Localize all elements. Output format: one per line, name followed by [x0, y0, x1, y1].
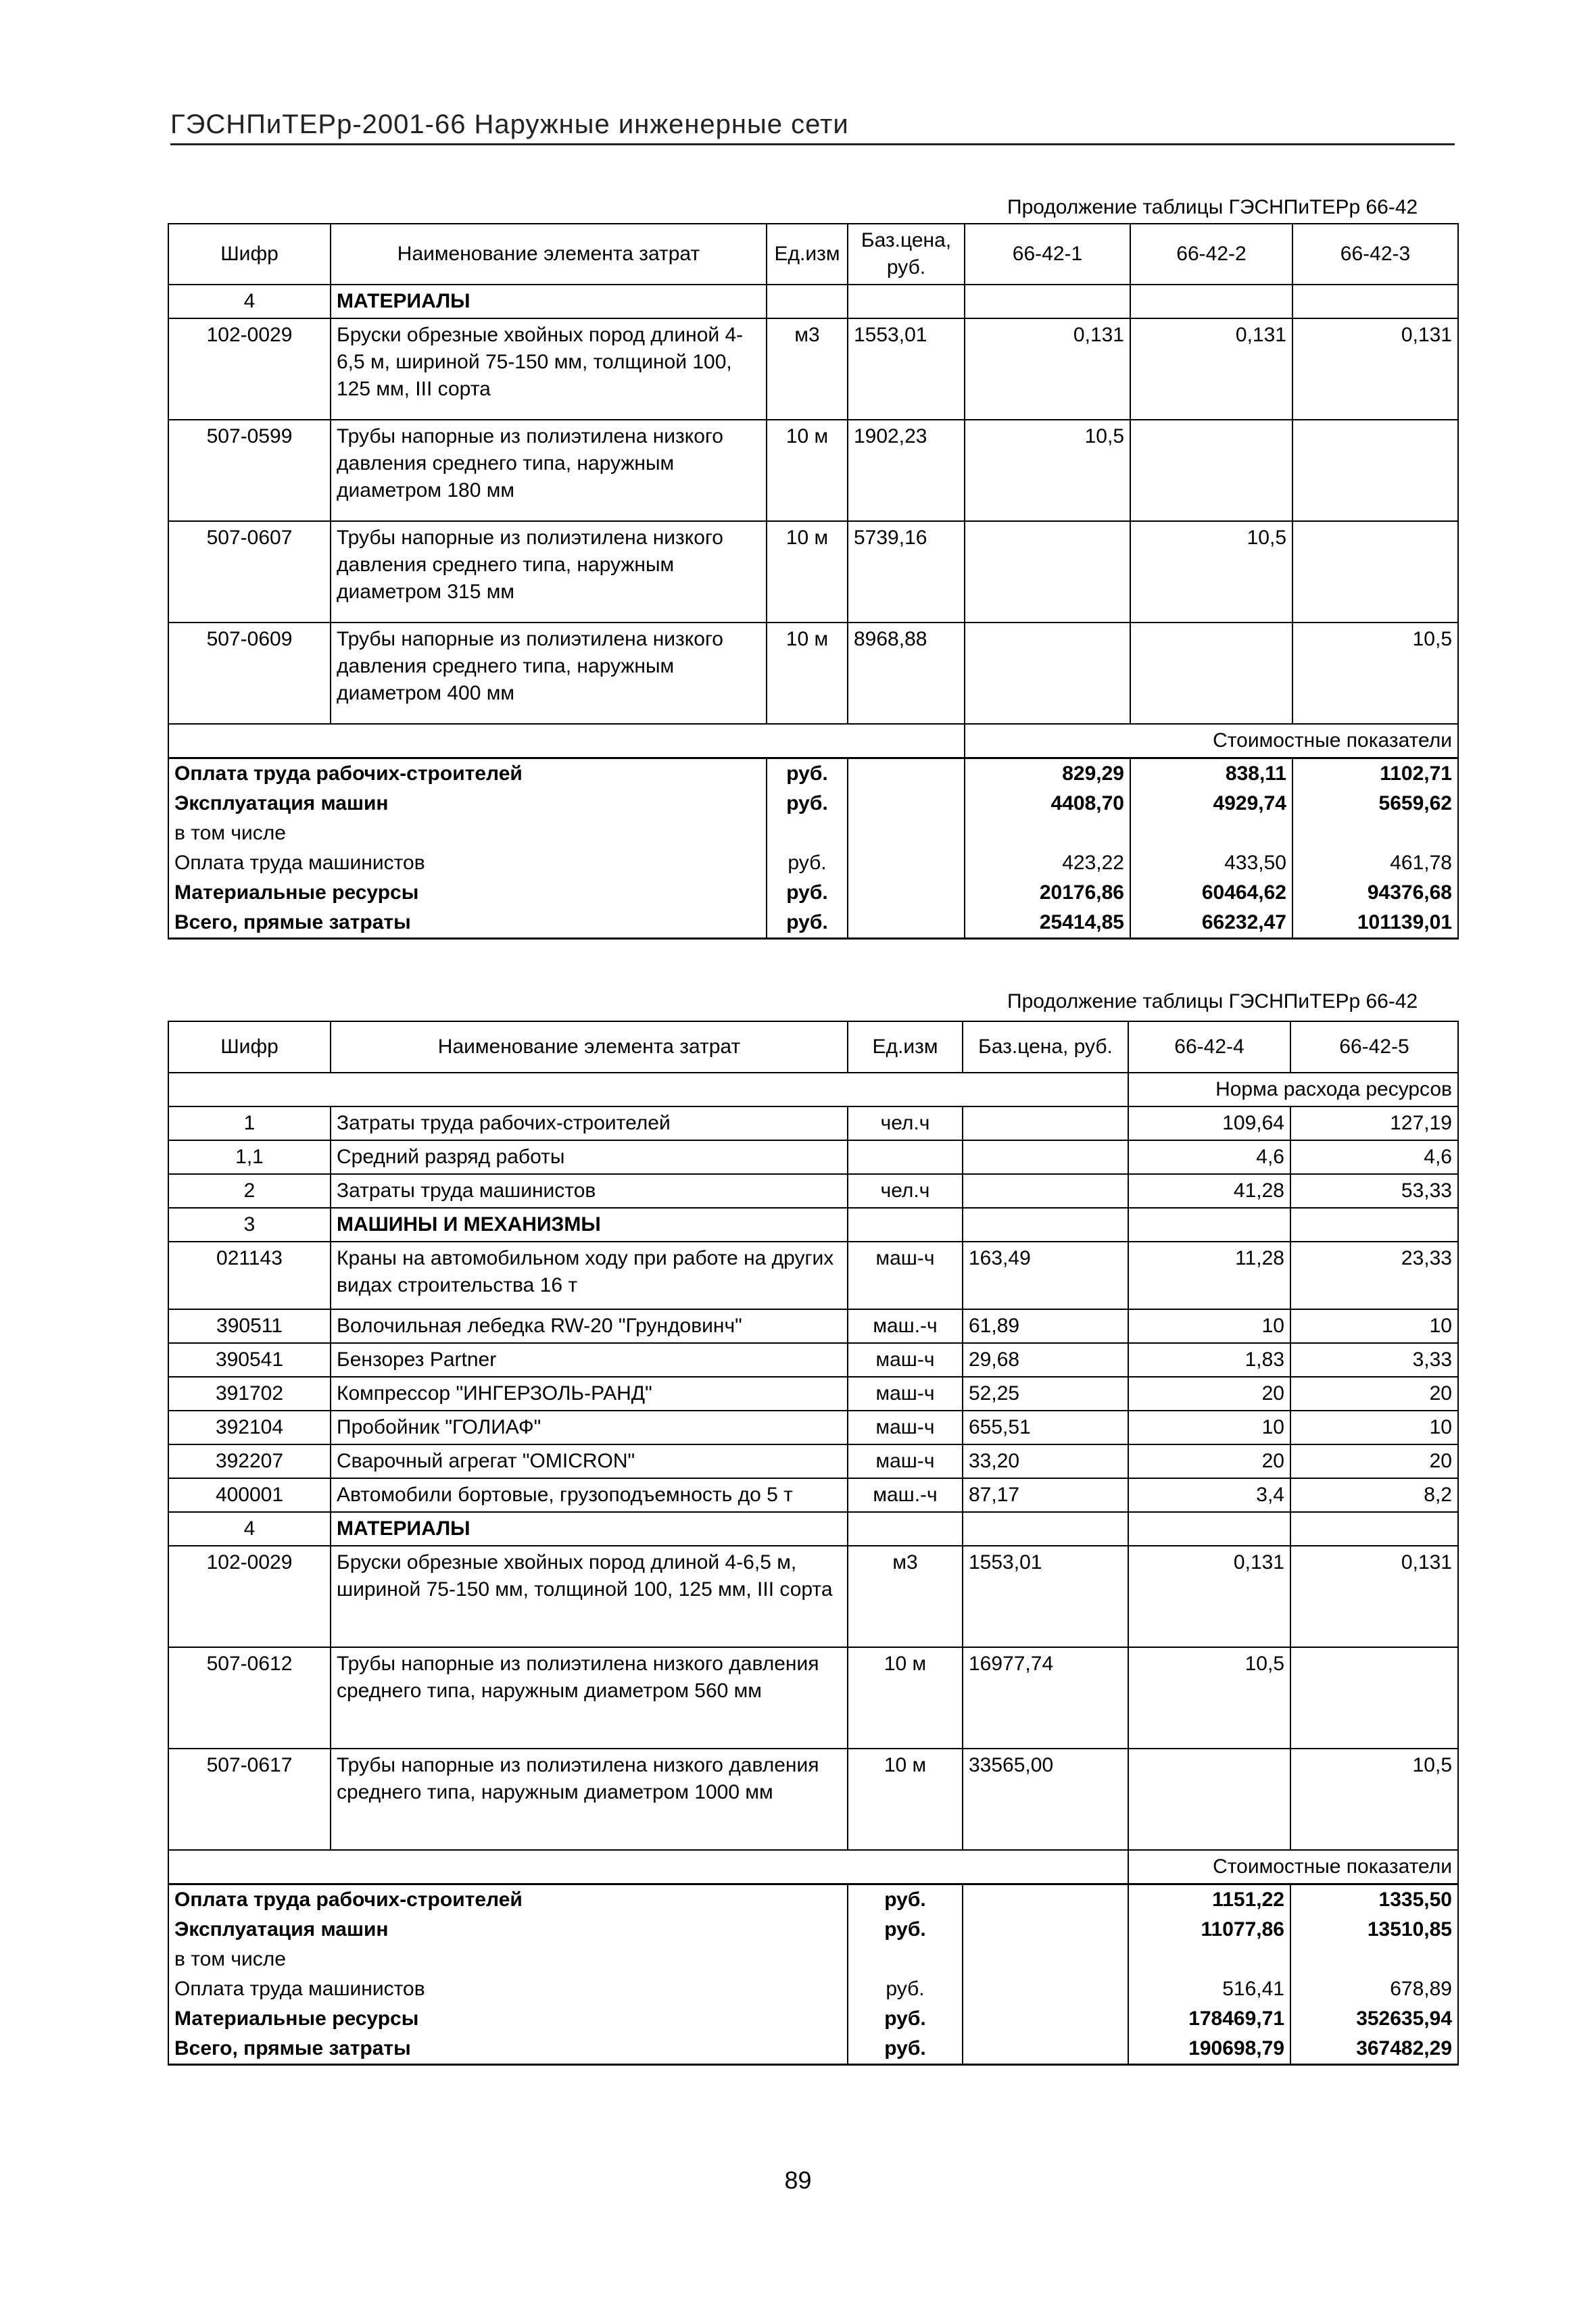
header-code: Шифр: [168, 1021, 331, 1073]
stat-value: [1292, 819, 1458, 848]
header-unit: Ед.изм: [848, 1021, 963, 1073]
stat-value: [1290, 1945, 1458, 1974]
norm-value: 10,5: [1292, 623, 1458, 724]
stat-row: [168, 848, 1458, 878]
norm-value: 1,83: [1128, 1343, 1290, 1377]
stat-value: [1130, 819, 1292, 848]
stat-value: 94376,68: [1292, 878, 1458, 908]
stat-price-empty: [848, 908, 965, 939]
resource-code: 390541: [168, 1343, 331, 1377]
stat-value: 13510,85: [1290, 1915, 1458, 1945]
stat-unit: руб.: [767, 758, 848, 789]
resource-name: Затраты труда рабочих-строителей: [331, 1106, 848, 1140]
section-row: [168, 1512, 1458, 1546]
resource-name: Бруски обрезные хвойных пород длиной 4-6,5 м, шириной 75-150 мм, толщиной 100, 125 мм, III сорта: [331, 318, 767, 420]
base-price: [963, 1140, 1128, 1174]
stat-row-label: Оплата труда рабочих-строителей: [168, 1884, 848, 1916]
table2-body: [168, 1073, 1458, 2065]
norm-value: 11,28: [1128, 1242, 1290, 1309]
unit: маш-ч: [848, 1444, 963, 1478]
stat-row: [168, 1915, 1458, 1945]
unit: [848, 1512, 963, 1546]
stat-price-empty: [963, 2034, 1128, 2065]
stat-row: [168, 758, 1458, 789]
resource-code: 391702: [168, 1377, 331, 1411]
norm-value: 10,5: [1130, 521, 1292, 623]
table-row: [168, 521, 1458, 623]
resource-name: Бруски обрезные хвойных пород длиной 4-6,5 м, шириной 75-150 мм, толщиной 100, 125 мм, III сорта: [331, 1546, 848, 1647]
unit: чел.ч: [848, 1174, 963, 1208]
section-row: [168, 285, 1458, 318]
stat-unit: руб.: [848, 2004, 963, 2034]
norm-value: [965, 285, 1130, 318]
norm-value: 10,5: [1290, 1749, 1458, 1850]
resource-code: 507-0599: [168, 420, 331, 521]
base-price: 52,25: [963, 1377, 1128, 1411]
unit: маш-ч: [848, 1411, 963, 1444]
unit: маш-ч: [848, 1377, 963, 1411]
unit: [767, 285, 848, 318]
norm-value: [1290, 1208, 1458, 1242]
stat-row: [168, 1974, 1458, 2004]
stat-value: 66232,47: [1130, 908, 1292, 939]
resource-code: 3: [168, 1208, 331, 1242]
stat-value: 829,29: [965, 758, 1130, 789]
resource-name: Трубы напорные из полиэтилена низкого давления среднего типа, наружным диаметром 1000 мм: [331, 1749, 848, 1850]
base-price: 1553,01: [963, 1546, 1128, 1647]
stat-row-label: Оплата труда машинистов: [168, 1974, 848, 2004]
table1-caption: Продолжение таблицы ГЭСНПиТЕРр 66-42: [1007, 196, 1418, 218]
stat-unit: [767, 819, 848, 848]
stat-row-label: Всего, прямые затраты: [168, 2034, 848, 2065]
norm-value: 4,6: [1290, 1140, 1458, 1174]
base-price: 33565,00: [963, 1749, 1128, 1850]
resource-name: Бензорез Partner: [331, 1343, 848, 1377]
unit: чел.ч: [848, 1106, 963, 1140]
unit: [848, 1208, 963, 1242]
base-price: 8968,88: [848, 623, 965, 724]
base-price: [963, 1512, 1128, 1546]
page-header: ГЭСНПиТЕРр-2001-66 Наружные инженерные сети: [170, 109, 849, 139]
table-row: [168, 1478, 1458, 1512]
norm-value: [1290, 1647, 1458, 1749]
resource-code: 392207: [168, 1444, 331, 1478]
stat-header-row: [168, 1850, 1458, 1884]
table-row: [168, 1309, 1458, 1343]
stat-unit: руб.: [767, 789, 848, 819]
base-price: 5739,16: [848, 521, 965, 623]
table-row: [168, 420, 1458, 521]
header-col-66-42-5: 66-42-5: [1290, 1021, 1458, 1073]
header-code: Шифр: [168, 224, 331, 285]
stat-value: 4408,70: [965, 789, 1130, 819]
norm-value: 20: [1128, 1377, 1290, 1411]
stat-value: 11077,86: [1128, 1915, 1290, 1945]
resource-name: Трубы напорные из полиэтилена низкого давления среднего типа, наружным диаметром 560 мм: [331, 1647, 848, 1749]
base-price: 1553,01: [848, 318, 965, 420]
norm-value: 8,2: [1290, 1478, 1458, 1512]
table-row: [168, 1444, 1458, 1478]
norm-value: [1292, 285, 1458, 318]
norm-value: 20: [1290, 1377, 1458, 1411]
base-price: 29,68: [963, 1343, 1128, 1377]
stat-unit: руб.: [848, 1915, 963, 1945]
table-row: [168, 1343, 1458, 1377]
table-row: [168, 1546, 1458, 1647]
norm-header-row: [168, 1073, 1458, 1106]
resource-name: Краны на автомобильном ходу при работе на других видах строительства 16 т: [331, 1242, 848, 1309]
resource-code: 021143: [168, 1242, 331, 1309]
spacer-cell: [168, 724, 965, 758]
stat-row: [168, 2034, 1458, 2065]
table-row: [168, 1140, 1458, 1174]
stat-value: 516,41: [1128, 1974, 1290, 2004]
norm-value: [1130, 285, 1292, 318]
unit: маш.-ч: [848, 1478, 963, 1512]
stat-value: 190698,79: [1128, 2034, 1290, 2065]
norm-value: 3,33: [1290, 1343, 1458, 1377]
stat-value: 423,22: [965, 848, 1130, 878]
stat-price-empty: [848, 758, 965, 789]
table-row: [168, 1242, 1458, 1309]
norm-value: 53,33: [1290, 1174, 1458, 1208]
stat-value: 5659,62: [1292, 789, 1458, 819]
resource-code: 102-0029: [168, 318, 331, 420]
stat-value: [1128, 1945, 1290, 1974]
section-title: МАТЕРИАЛЫ: [331, 285, 767, 318]
resource-name: Трубы напорные из полиэтилена низкого давления среднего типа, наружным диаметром 400 мм: [331, 623, 767, 724]
base-price: 61,89: [963, 1309, 1128, 1343]
header-name: Наименование элемента затрат: [331, 1021, 848, 1073]
unit: 10 м: [848, 1749, 963, 1850]
resource-name: Пробойник "ГОЛИАФ": [331, 1411, 848, 1444]
norm-value: 10: [1290, 1411, 1458, 1444]
stat-row: [168, 1884, 1458, 1916]
norm-value: 41,28: [1128, 1174, 1290, 1208]
header-price: Баз.цена, руб.: [963, 1021, 1128, 1073]
unit: маш-ч: [848, 1242, 963, 1309]
header-name: Наименование элемента затрат: [331, 224, 767, 285]
resource-code: 1,1: [168, 1140, 331, 1174]
stat-row-label: Всего, прямые затраты: [168, 908, 767, 939]
table-row: [168, 1749, 1458, 1850]
resource-code: 390511: [168, 1309, 331, 1343]
header-col-66-42-1: 66-42-1: [965, 224, 1130, 285]
stat-value: 1102,71: [1292, 758, 1458, 789]
norm-value: 4,6: [1128, 1140, 1290, 1174]
stat-price-empty: [963, 1945, 1128, 1974]
resource-code: 102-0029: [168, 1546, 331, 1647]
header-col-66-42-2: 66-42-2: [1130, 224, 1292, 285]
resource-name: Трубы напорные из полиэтилена низкого давления среднего типа, наружным диаметром 315 мм: [331, 521, 767, 623]
stat-unit: [848, 1945, 963, 1974]
norm-value: 10,5: [1128, 1647, 1290, 1749]
stat-row-label: Оплата труда рабочих-строителей: [168, 758, 767, 789]
stat-row: [168, 789, 1458, 819]
norm-value: 0,131: [1128, 1546, 1290, 1647]
stat-unit: руб.: [767, 848, 848, 878]
spacer-cell: [168, 1850, 1128, 1884]
resource-code: 1: [168, 1106, 331, 1140]
stat-price-empty: [963, 1974, 1128, 2004]
stat-value: 1151,22: [1128, 1884, 1290, 1916]
unit: [848, 1140, 963, 1174]
stat-value: 4929,74: [1130, 789, 1292, 819]
table-row: [168, 1411, 1458, 1444]
resource-code: 507-0617: [168, 1749, 331, 1850]
resource-code: 392104: [168, 1411, 331, 1444]
section-title: МАШИНЫ И МЕХАНИЗМЫ: [331, 1208, 848, 1242]
norm-value: [1128, 1512, 1290, 1546]
base-price: 163,49: [963, 1242, 1128, 1309]
stat-value: 367482,29: [1290, 2034, 1458, 2065]
stat-row: [168, 1945, 1458, 1974]
base-price: [963, 1174, 1128, 1208]
base-price: 16977,74: [963, 1647, 1128, 1749]
stat-row-label: Материальные ресурсы: [168, 878, 767, 908]
resource-code: 507-0607: [168, 521, 331, 623]
cost-table-2: [168, 1021, 1459, 2066]
norm-value: [965, 623, 1130, 724]
stat-price-empty: [848, 878, 965, 908]
norm-value: 127,19: [1290, 1106, 1458, 1140]
norm-value: 0,131: [1130, 318, 1292, 420]
section-row: [168, 1208, 1458, 1242]
norm-value: 10,5: [965, 420, 1130, 521]
unit: 10 м: [767, 521, 848, 623]
resource-code: 507-0612: [168, 1647, 331, 1749]
base-price: 33,20: [963, 1444, 1128, 1478]
table-row: [168, 1106, 1458, 1140]
norm-value: [1130, 623, 1292, 724]
resource-name: Автомобили бортовые, грузоподъемность до 5 т: [331, 1478, 848, 1512]
stat-label: Стоимостные показатели: [1128, 1850, 1458, 1884]
header-col-66-42-4: 66-42-4: [1128, 1021, 1290, 1073]
norm-value: [1292, 420, 1458, 521]
header-rule: [170, 143, 1455, 145]
stat-unit: руб.: [848, 2034, 963, 2065]
page-number: 89: [784, 2166, 812, 2194]
stat-unit: руб.: [848, 1974, 963, 2004]
resource-name: Трубы напорные из полиэтилена низкого давления среднего типа, наружным диаметром 180 мм: [331, 420, 767, 521]
norm-value: [1290, 1512, 1458, 1546]
norm-value: 0,131: [1292, 318, 1458, 420]
resource-code: 4: [168, 285, 331, 318]
stat-row-label: Эксплуатация машин: [168, 1915, 848, 1945]
stat-unit: руб.: [848, 1884, 963, 1916]
base-price: 87,17: [963, 1478, 1128, 1512]
table-row: [168, 318, 1458, 420]
table2-caption: Продолжение таблицы ГЭСНПиТЕРр 66-42: [1007, 990, 1418, 1013]
resource-code: 507-0609: [168, 623, 331, 724]
norm-value: 20: [1290, 1444, 1458, 1478]
resource-name: Сварочный агрегат "OMICRON": [331, 1444, 848, 1478]
table-row: [168, 1377, 1458, 1411]
stat-value: [965, 819, 1130, 848]
resource-name: Затраты труда машинистов: [331, 1174, 848, 1208]
stat-row-label: в том числе: [168, 819, 767, 848]
stat-row: [168, 819, 1458, 848]
norm-value: 10: [1128, 1411, 1290, 1444]
norm-value: 0,131: [965, 318, 1130, 420]
norm-value: 109,64: [1128, 1106, 1290, 1140]
stat-value: 433,50: [1130, 848, 1292, 878]
unit: 10 м: [848, 1647, 963, 1749]
stat-row-label: Материальные ресурсы: [168, 2004, 848, 2034]
stat-price-empty: [963, 1915, 1128, 1945]
stat-header-row: [168, 724, 1458, 758]
norm-value: [1128, 1749, 1290, 1850]
stat-value: 178469,71: [1128, 2004, 1290, 2034]
stat-unit: руб.: [767, 878, 848, 908]
table1-body: [168, 285, 1458, 939]
table-row: [168, 1174, 1458, 1208]
norm-value: [1292, 521, 1458, 623]
norm-value: 10: [1128, 1309, 1290, 1343]
stat-value: 461,78: [1292, 848, 1458, 878]
stat-value: 60464,62: [1130, 878, 1292, 908]
stat-row-label: в том числе: [168, 1945, 848, 1974]
resource-name: Средний разряд работы: [331, 1140, 848, 1174]
stat-price-empty: [848, 789, 965, 819]
stat-value: 1335,50: [1290, 1884, 1458, 1916]
unit: маш.-ч: [848, 1309, 963, 1343]
unit: 10 м: [767, 420, 848, 521]
stat-row: [168, 2004, 1458, 2034]
norm-value: 0,131: [1290, 1546, 1458, 1647]
stat-value: 352635,94: [1290, 2004, 1458, 2034]
base-price: [963, 1208, 1128, 1242]
base-price: 1902,23: [848, 420, 965, 521]
stat-value: 101139,01: [1292, 908, 1458, 939]
norm-value: 20: [1128, 1444, 1290, 1478]
norm-value: 3,4: [1128, 1478, 1290, 1512]
stat-value: 25414,85: [965, 908, 1130, 939]
resource-code: 4: [168, 1512, 331, 1546]
stat-row: [168, 878, 1458, 908]
cost-table-1: [168, 223, 1459, 940]
header-col-66-42-3: 66-42-3: [1292, 224, 1458, 285]
norm-label: Норма расхода ресурсов: [1128, 1073, 1458, 1106]
stat-price-empty: [963, 2004, 1128, 2034]
stat-unit: руб.: [767, 908, 848, 939]
stat-row-label: Эксплуатация машин: [168, 789, 767, 819]
unit: маш-ч: [848, 1343, 963, 1377]
section-title: МАТЕРИАЛЫ: [331, 1512, 848, 1546]
resource-name: Волочильная лебедка RW-20 "Грундовинч": [331, 1309, 848, 1343]
header-price: Баз.цена, руб.: [848, 224, 965, 285]
stat-label: Стоимостные показатели: [965, 724, 1458, 758]
stat-price-empty: [963, 1884, 1128, 1916]
stat-price-empty: [848, 848, 965, 878]
unit: 10 м: [767, 623, 848, 724]
norm-value: [1130, 420, 1292, 521]
stat-row-label: Оплата труда машинистов: [168, 848, 767, 878]
table-row: [168, 623, 1458, 724]
table-row: [168, 1647, 1458, 1749]
base-price: [963, 1106, 1128, 1140]
header-unit: Ед.изм: [767, 224, 848, 285]
norm-value: [965, 521, 1130, 623]
unit: м3: [848, 1546, 963, 1647]
resource-code: 400001: [168, 1478, 331, 1512]
norm-value: [1128, 1208, 1290, 1242]
norm-value: 23,33: [1290, 1242, 1458, 1309]
resource-name: Компрессор "ИНГЕРЗОЛЬ-РАНД": [331, 1377, 848, 1411]
base-price: [848, 285, 965, 318]
spacer-cell: [168, 1073, 1128, 1106]
stat-row: [168, 908, 1458, 939]
resource-code: 2: [168, 1174, 331, 1208]
stat-value: 838,11: [1130, 758, 1292, 789]
unit: м3: [767, 318, 848, 420]
stat-value: 678,89: [1290, 1974, 1458, 2004]
stat-value: 20176,86: [965, 878, 1130, 908]
stat-price-empty: [848, 819, 965, 848]
norm-value: 10: [1290, 1309, 1458, 1343]
base-price: 655,51: [963, 1411, 1128, 1444]
